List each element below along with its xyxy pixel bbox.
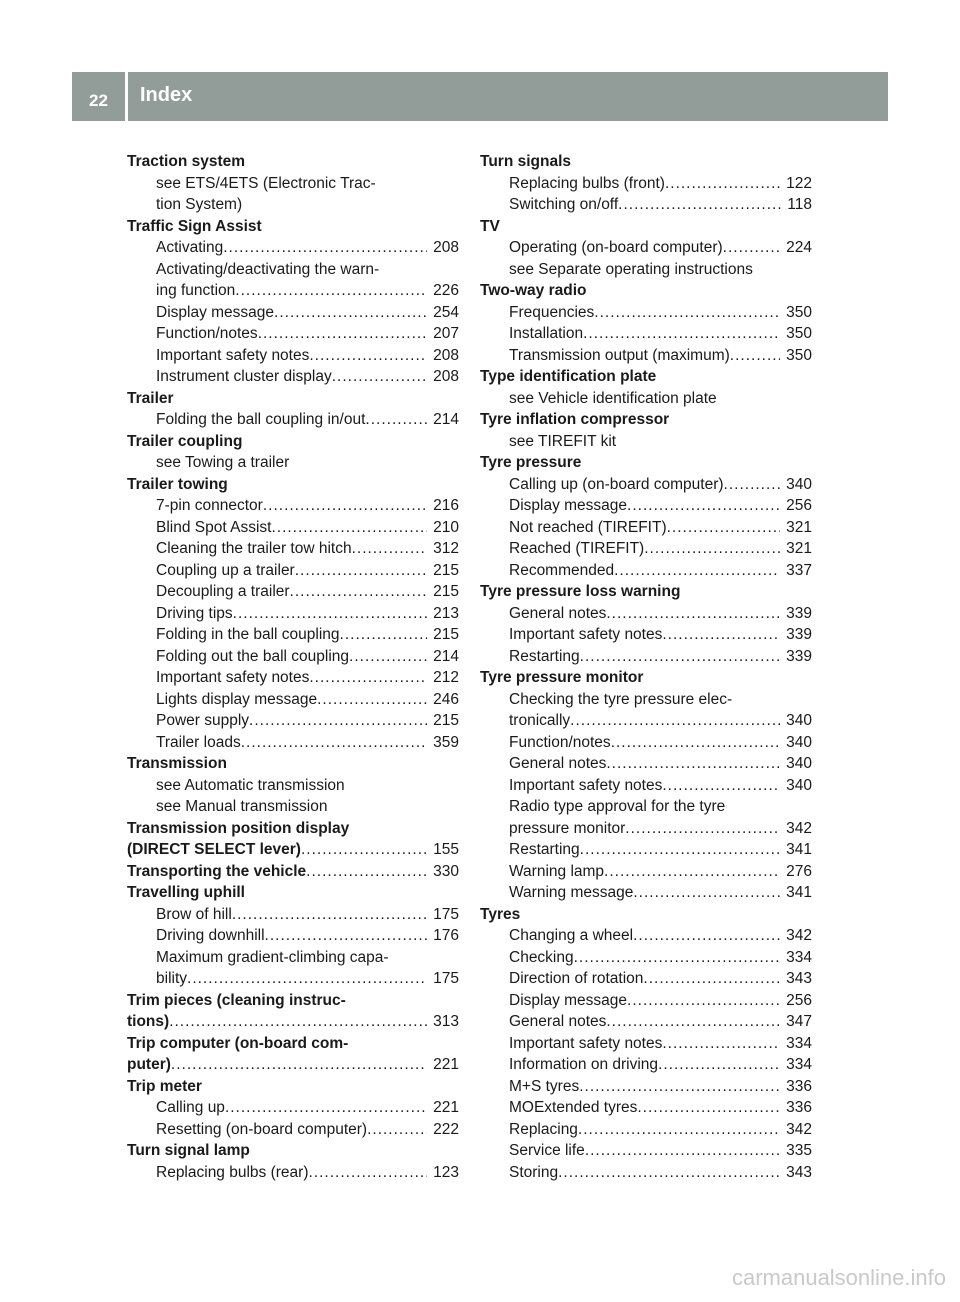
entry-text: Cleaning the trailer tow hitch — [156, 540, 352, 557]
index-entry — [480, 194, 812, 216]
index-entry — [127, 323, 459, 345]
page-ref: 340 — [786, 733, 812, 751]
page-ref: 321 — [786, 518, 812, 536]
entry-text: Reached (TIREFIT) — [509, 540, 645, 557]
index-entry — [480, 968, 812, 990]
entry-text: Switching on/off — [509, 196, 619, 213]
index-heading: Trailer coupling — [127, 432, 243, 450]
index-crossref: see ETS/4ETS (Electronic Trac- — [156, 174, 376, 192]
index-heading: Trim pieces (cleaning instruc- — [127, 991, 346, 1009]
page-ref: 212 — [433, 669, 459, 686]
entry-text: Replacing bulbs (rear) — [156, 1163, 309, 1181]
index-entry — [480, 1033, 812, 1055]
page-ref: 359 — [433, 733, 459, 751]
index-heading: Traction system — [127, 153, 246, 170]
index-crossref: see Vehicle identification plate — [509, 389, 717, 407]
index-heading: Trailer — [127, 389, 174, 407]
watermark: carmanualsonline.info — [731, 1265, 946, 1290]
entry-text: Direction of rotation — [509, 970, 644, 987]
entry-text: Activating — [156, 239, 224, 256]
index-entry — [127, 925, 459, 947]
entry-text: Important safety notes — [156, 346, 310, 364]
entry-text: Storing — [509, 1163, 559, 1181]
page-ref: 214 — [433, 647, 459, 665]
page-ref: 122 — [786, 174, 812, 192]
page-ref: 210 — [433, 518, 459, 536]
index-entry — [480, 818, 812, 840]
page-ref: 337 — [786, 561, 812, 579]
index-heading: Turn signal lamp — [127, 1142, 250, 1159]
index-entry — [127, 345, 459, 367]
page-ref: 213 — [433, 604, 459, 622]
index-entry — [127, 710, 459, 732]
page-ref: 215 — [433, 712, 459, 729]
page-number: 22 — [89, 90, 108, 110]
entry-text: Display message — [509, 497, 628, 514]
index-entry — [480, 538, 812, 560]
index-entry — [127, 861, 459, 883]
entry-text: tronically — [509, 712, 571, 729]
index-entry — [480, 861, 812, 883]
page-ref: 226 — [433, 282, 459, 299]
index-entry — [480, 732, 812, 754]
index-entry — [127, 968, 459, 990]
entry-text: Trailer loads — [156, 733, 241, 751]
header-divider — [125, 72, 128, 121]
index-entry — [480, 1011, 812, 1033]
page-ref: 339 — [786, 647, 812, 665]
entry-text: Operating (on-board computer) — [509, 239, 723, 256]
index-crossref: tion System) — [156, 196, 243, 213]
entry-text: Display message — [156, 303, 275, 321]
index-crossref: see TIREFIT kit — [509, 432, 617, 450]
index-heading: Trip computer (on-board com- — [127, 1034, 349, 1052]
entry-text: Blind Spot Assist — [156, 518, 272, 536]
entry-text: Warning message — [509, 884, 634, 901]
page-ref: 175 — [433, 905, 459, 923]
page-ref: 215 — [433, 561, 459, 579]
index-entry — [480, 517, 812, 539]
entry-text: Radio type approval for the tyre — [509, 798, 726, 815]
index-entry — [127, 495, 459, 517]
index-entry — [127, 237, 459, 259]
entry-text: ing function — [156, 282, 236, 299]
index-crossref: see Manual transmission — [156, 798, 328, 815]
index-entry — [127, 667, 459, 689]
index-entry — [127, 409, 459, 431]
entry-text: Activating/deactivating the warn- — [156, 260, 380, 278]
entry-text: Transmission output (maximum) — [509, 346, 730, 364]
page-ref: 339 — [786, 604, 812, 622]
page-ref: 254 — [433, 303, 459, 321]
index-entry — [480, 839, 812, 861]
page-ref: 216 — [433, 497, 459, 514]
page-ref: 221 — [433, 1056, 459, 1073]
entry-text: puter) — [127, 1056, 171, 1073]
index-entry — [480, 624, 812, 646]
entry-text: pressure monitor — [509, 819, 626, 837]
page-ref: 321 — [786, 540, 812, 557]
entry-text: (DIRECT SELECT lever) — [127, 841, 301, 858]
entry-text: Maximum gradient-climbing capa- — [156, 948, 389, 966]
index-entry — [480, 1076, 812, 1098]
entry-text: General notes — [509, 755, 607, 772]
index-heading: Trailer towing — [127, 475, 228, 493]
page-ref: 208 — [433, 368, 459, 385]
index-heading: Tyres — [480, 905, 521, 923]
page-ref: 342 — [786, 819, 812, 837]
entry-text: Checking — [509, 948, 574, 966]
page-ref: 222 — [433, 1120, 459, 1138]
entry-text: Display message — [509, 991, 628, 1009]
entry-text: Calling up — [156, 1099, 225, 1116]
index-heading: Trip meter — [127, 1077, 202, 1095]
page-ref: 208 — [433, 346, 459, 364]
page-ref: 350 — [786, 325, 812, 342]
index-heading: Tyre pressure loss warning — [480, 583, 681, 600]
header-bar — [72, 72, 888, 121]
entry-text: bility — [156, 970, 188, 987]
entry-text: Changing a wheel — [509, 927, 634, 944]
index-entry — [480, 560, 812, 582]
entry-text: Decoupling a trailer — [156, 583, 290, 600]
index-entry — [127, 689, 459, 711]
page-ref: 350 — [786, 346, 812, 364]
entry-text: General notes — [509, 1013, 607, 1030]
index-heading: Tyre pressure — [480, 454, 582, 471]
index-entry — [480, 947, 812, 969]
entry-text: Not reached (TIREFIT) — [509, 518, 667, 536]
entry-text: MOExtended tyres — [509, 1099, 638, 1116]
page-ref: 340 — [786, 712, 812, 729]
entry-text: Replacing bulbs (front) — [509, 174, 665, 192]
index-entry — [480, 474, 812, 496]
page-ref: 342 — [786, 927, 812, 944]
entry-text: Important safety notes — [509, 776, 663, 794]
page-ref: 334 — [786, 1034, 812, 1052]
index-heading: Two-way radio — [480, 282, 587, 299]
entry-text: Coupling up a trailer — [156, 561, 295, 579]
index-entry — [480, 646, 812, 668]
entry-text: Function/notes — [156, 325, 258, 342]
page-ref: 336 — [786, 1099, 812, 1116]
index-column-left — [127, 151, 459, 1183]
page-ref: 341 — [786, 841, 812, 858]
index-entry — [480, 753, 812, 775]
page-ref: 334 — [786, 1056, 812, 1073]
entry-text: Driving tips — [156, 604, 233, 622]
entry-text: Folding in the ball coupling — [156, 626, 340, 643]
entry-text: Service life — [509, 1142, 585, 1159]
page-ref: 330 — [433, 862, 459, 880]
index-entry — [127, 839, 459, 861]
index-entry — [480, 302, 812, 324]
entry-text: Important safety notes — [509, 626, 663, 643]
index-heading: Turn signals — [480, 153, 572, 170]
page-ref: 312 — [433, 540, 459, 557]
page-ref: 334 — [786, 948, 812, 966]
entry-text: Frequencies — [509, 303, 595, 321]
page-ref: 176 — [433, 927, 459, 944]
index-entry — [480, 775, 812, 797]
index-entry — [480, 1162, 812, 1184]
entry-text: Checking the tyre pressure elec- — [509, 690, 733, 708]
index-entry — [480, 710, 812, 732]
page-ref: 343 — [786, 970, 812, 987]
page-ref: 341 — [786, 884, 812, 901]
page-ref: 313 — [433, 1013, 459, 1030]
index-entry — [127, 1162, 459, 1184]
index-heading: Travelling uphill — [127, 884, 245, 901]
index-heading: Transmission — [127, 755, 227, 772]
index-column-right — [480, 151, 812, 1183]
index-entry — [480, 990, 812, 1012]
page-ref: 155 — [433, 841, 459, 858]
entry-text: Transporting the vehicle — [127, 862, 307, 880]
index-entry — [127, 280, 459, 302]
entry-text: tions) — [127, 1013, 170, 1030]
index-entry — [480, 882, 812, 904]
entry-text: M+S tyres — [509, 1077, 580, 1095]
entry-text: Brow of hill — [156, 905, 232, 923]
index-crossref: see Automatic transmission — [156, 776, 345, 794]
index-entry — [127, 517, 459, 539]
page-ref: 340 — [786, 475, 812, 493]
entry-text: Function/notes — [509, 733, 611, 751]
entry-text: Installation — [509, 325, 584, 342]
index-entry — [127, 603, 459, 625]
entry-text: Warning lamp — [509, 862, 605, 880]
page-ref: 246 — [433, 690, 459, 708]
page-ref: 342 — [786, 1120, 812, 1138]
page-ref: 123 — [433, 1163, 459, 1181]
page-ref: 214 — [433, 411, 459, 428]
index-heading: TV — [480, 217, 500, 235]
index-entry — [127, 1097, 459, 1119]
page-ref: 208 — [433, 239, 459, 256]
index-entry — [127, 366, 459, 388]
entry-text: Folding out the ball coupling — [156, 647, 350, 665]
page-ref: 350 — [786, 303, 812, 321]
page-ref: 340 — [786, 755, 812, 772]
index-entry — [127, 732, 459, 754]
index-entry — [480, 1119, 812, 1141]
index-entry — [480, 323, 812, 345]
entry-text: General notes — [509, 604, 607, 622]
page-ref: 340 — [786, 776, 812, 794]
index-crossref: see Separate operating instructions — [509, 260, 753, 278]
index-entry — [480, 1054, 812, 1076]
page-ref: 215 — [433, 583, 459, 600]
index-entry — [480, 237, 812, 259]
page-ref: 256 — [786, 991, 812, 1009]
entry-text: Restarting — [509, 647, 580, 665]
index-heading: Transmission position display — [127, 819, 350, 837]
entry-text: Information on driving — [509, 1056, 659, 1073]
index-entry — [127, 624, 459, 646]
entry-text: Calling up (on-board computer) — [509, 475, 724, 493]
page-ref: 118 — [787, 196, 812, 213]
index-entry — [480, 495, 812, 517]
page-ref: 175 — [433, 970, 459, 987]
index-entry — [127, 1011, 459, 1033]
entry-text: Replacing — [509, 1120, 578, 1138]
entry-text: Driving downhill — [156, 927, 265, 944]
index-entry — [127, 1054, 459, 1076]
page-ref: 221 — [433, 1099, 459, 1116]
entry-text: Folding the ball coupling in/out — [156, 411, 366, 428]
index-entry — [127, 646, 459, 668]
index-entry — [480, 1140, 812, 1162]
index-entry — [480, 603, 812, 625]
index-entry — [480, 1097, 812, 1119]
entry-text: Power supply — [156, 712, 250, 729]
index-entry — [480, 173, 812, 195]
page-ref: 276 — [786, 862, 812, 880]
page-ref: 336 — [786, 1077, 812, 1095]
page-ref: 347 — [786, 1013, 812, 1030]
entry-text: Important safety notes — [509, 1034, 663, 1052]
page-ref: 207 — [433, 325, 459, 342]
index-entry — [480, 345, 812, 367]
entry-text: Restarting — [509, 841, 580, 858]
index-heading: Traffic Sign Assist — [127, 217, 262, 235]
page-ref: 256 — [786, 497, 812, 514]
entry-text: Recommended — [509, 561, 615, 579]
entry-text: Instrument cluster display — [156, 368, 332, 385]
index-entry — [127, 560, 459, 582]
index-heading: Tyre pressure monitor — [480, 669, 644, 686]
page-ref: 339 — [786, 626, 812, 643]
index-crossref: see Towing a trailer — [156, 454, 290, 471]
entry-text: 7-pin connector — [156, 497, 263, 514]
section-title: Index — [140, 84, 193, 106]
page-ref: 335 — [786, 1142, 812, 1159]
index-heading: Tyre inflation compressor — [480, 411, 670, 428]
index-entry — [127, 1119, 459, 1141]
index-entry — [127, 302, 459, 324]
page-ref: 343 — [786, 1163, 812, 1181]
entry-text: Important safety notes — [156, 669, 310, 686]
page-ref: 215 — [433, 626, 459, 643]
index-entry — [127, 904, 459, 926]
entry-text: Resetting (on-board computer) — [156, 1120, 368, 1138]
page-ref: 224 — [786, 239, 812, 256]
index-entry — [127, 581, 459, 603]
index-entry — [127, 538, 459, 560]
entry-text: Lights display message — [156, 690, 318, 708]
index-entry — [480, 925, 812, 947]
index-heading: Type identification plate — [480, 368, 657, 385]
